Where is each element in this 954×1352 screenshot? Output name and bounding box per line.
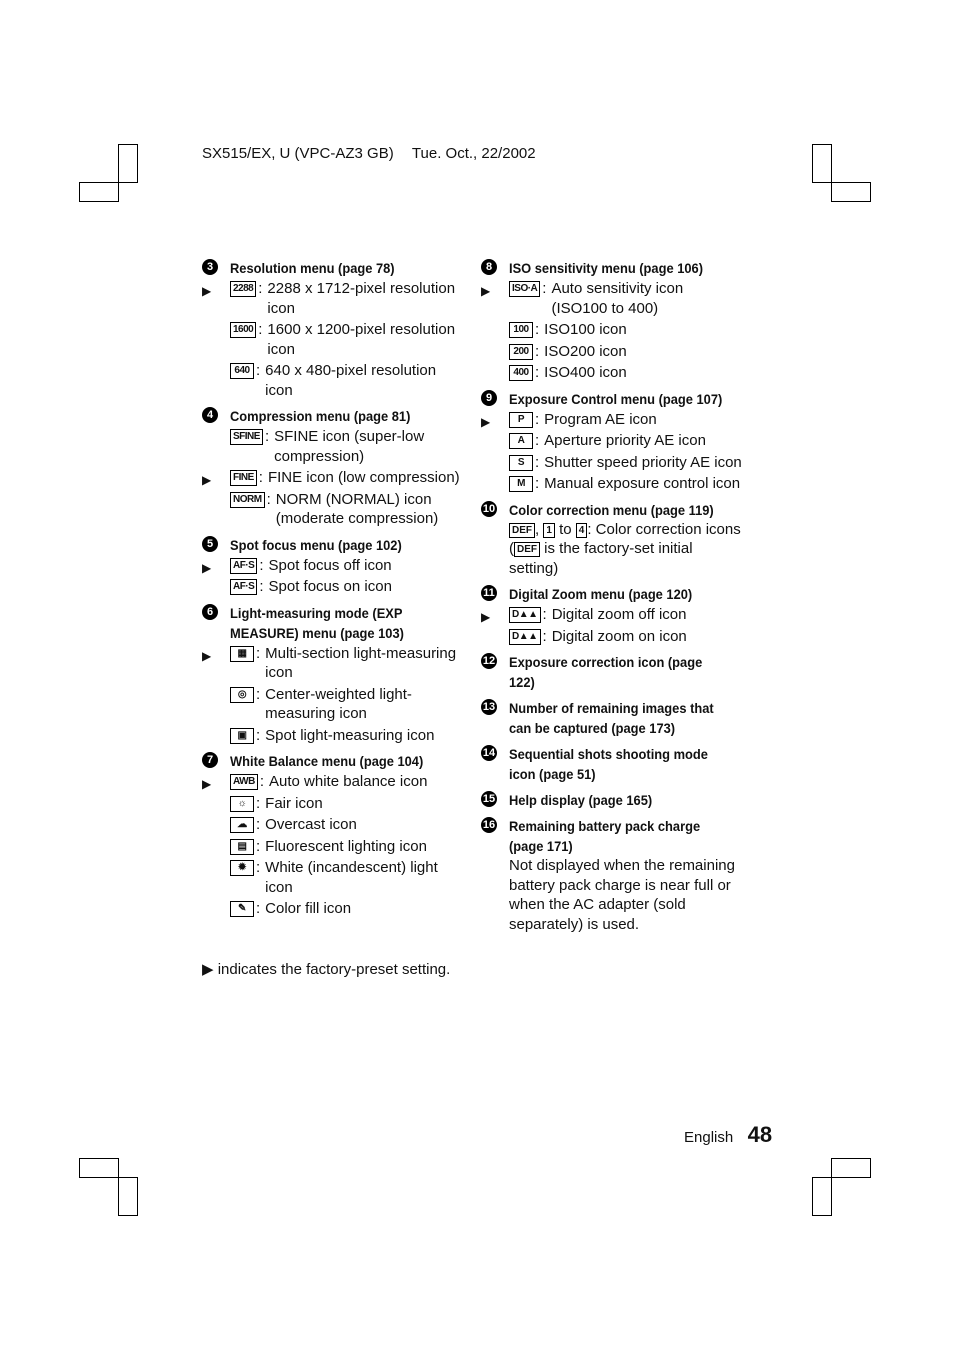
item-description: Center-weighted light-measuring icon: [265, 685, 412, 722]
colon-separator: :: [256, 900, 261, 917]
icon-list-item: [509, 342, 743, 362]
icon-list-item: [509, 363, 743, 383]
icon-list-item: [509, 627, 743, 647]
item-description: 640 x 480-pixel resolution icon: [265, 362, 437, 399]
section-number-badge: 11: [481, 585, 497, 601]
setting-icon: 2288: [230, 281, 256, 297]
factory-preset-marker: ▶: [481, 414, 491, 429]
icon-list-item: [230, 899, 467, 919]
factory-preset-marker: ▶: [202, 648, 212, 663]
setting-icon: 200: [509, 344, 533, 360]
item-description: ISO100 icon: [544, 321, 627, 338]
section-number-badge: 5: [202, 536, 218, 552]
icon-list: [202, 279, 467, 400]
icon-list: [481, 410, 743, 494]
section-number-badge: 6: [202, 604, 218, 620]
section-title: ISO sensitivity menu (page 106): [509, 260, 703, 276]
setting-icon: D▲▲: [509, 607, 541, 623]
section-title: Light-measuring mode (EXP MEASURE) menu (page 103): [230, 604, 404, 641]
menu-section: [481, 652, 743, 692]
section-number-badge: 15: [482, 793, 496, 805]
item-description: Color fill icon: [265, 900, 352, 917]
item-description: Digital zoom on icon: [551, 627, 687, 645]
colon-separator: :: [264, 428, 270, 445]
menu-section: [202, 406, 467, 529]
header-model: SX515/EX, U (VPC-AZ3 GB): [202, 145, 394, 162]
item-description: Spot focus on icon: [268, 578, 392, 595]
left-column: [202, 252, 467, 921]
paren-open: (: [509, 540, 514, 557]
colon-separator: :: [535, 410, 540, 428]
crop-mark-top-right-h: [831, 182, 871, 202]
menu-section: [481, 744, 743, 784]
icon-list-item: [481, 605, 743, 625]
icon-list-item: [509, 431, 743, 451]
section-number-badge: 14: [482, 747, 496, 759]
item-description: 2288 x 1712-pixel resolution icon: [267, 280, 456, 317]
colon-separator: :: [256, 859, 261, 876]
print-header: [202, 145, 536, 162]
item-description: Multi-section light-measuring icon: [265, 644, 457, 681]
item-description: Overcast icon: [265, 816, 357, 833]
setting-icon: 100: [509, 322, 533, 338]
icon-list: [202, 644, 467, 746]
item-description: SFINE icon (super-low compression): [274, 428, 425, 465]
icon-list-item: [481, 279, 743, 318]
item-description: Manual exposure control icon: [544, 475, 741, 492]
menu-section: [481, 698, 743, 738]
icon-list-item: [202, 468, 467, 488]
item-description: Fluorescent lighting icon: [265, 837, 427, 855]
setting-icon: M: [509, 476, 533, 492]
factory-set-desc: is the factory-set initial setting): [509, 540, 693, 577]
color-correction-text: DEF , 1 to 4 : Color correction icons ( DEF is the factory-set initial setting): [509, 520, 741, 577]
icon-list: [481, 279, 743, 383]
setting-icon: 400: [509, 365, 533, 381]
section-number-badge: 4: [202, 407, 218, 423]
section-title: Digital Zoom menu (page 120): [509, 586, 693, 602]
crop-mark-top-right-v: [812, 144, 832, 183]
factory-preset-marker: ▶: [202, 284, 212, 298]
setting-icon: ☁: [230, 817, 254, 833]
colon-separator: :: [258, 321, 263, 338]
item-description: Auto sensitivity icon (ISO100 to 400): [551, 280, 684, 317]
item-description: Auto white balance icon: [269, 773, 428, 790]
right-column: [481, 252, 743, 934]
section-number-badge: 8: [481, 259, 497, 275]
colon-separator: :: [258, 280, 263, 297]
crop-mark-bottom-right-v: [812, 1177, 832, 1216]
section-title: Remaining battery pack charge (page 171): [509, 818, 701, 854]
icon-list-item: [230, 837, 467, 857]
colon-separator: :: [535, 342, 540, 360]
icon-list: [481, 605, 743, 646]
colon-separator: :: [542, 280, 547, 297]
icon-list-item: [509, 453, 743, 473]
icon-list-item: [230, 815, 467, 835]
page-footer: [684, 1122, 772, 1148]
colon-separator: :: [542, 627, 547, 645]
def-icon: DEF: [509, 523, 535, 538]
item-description: FINE icon (low compression): [267, 469, 460, 486]
to-text: to: [559, 520, 572, 538]
section-title: Number of remaining images that can be captured (page 173): [509, 700, 714, 736]
section-title: Color correction menu (page 119): [509, 501, 714, 518]
setting-icon: ◎: [230, 687, 254, 703]
icon-list-item: [202, 772, 467, 792]
setting-icon: AF·S: [230, 579, 257, 595]
footnote: ▶ indicates the factory-preset setting.: [202, 961, 451, 978]
item-description: Fair icon: [265, 794, 323, 812]
section-number-badge: 9: [481, 390, 497, 406]
section-body: Not displayed when the remaining battery pack charge is near full or when the AC adapter (sold separately) is used.: [509, 857, 735, 933]
colon-separator: :: [535, 432, 540, 449]
setting-icon: FINE: [230, 470, 257, 486]
colon-separator: :: [256, 794, 261, 812]
menu-section: [481, 258, 743, 383]
factory-preset-marker: ▶: [481, 610, 491, 624]
colon-separator: :: [542, 606, 547, 623]
item-description: ISO200 icon: [544, 342, 627, 360]
menu-section: [202, 751, 467, 919]
section-number-badge: 7: [202, 752, 218, 768]
setting-icon: ✹: [230, 860, 254, 876]
colon-separator: :: [259, 773, 265, 790]
section-number-badge: 12: [482, 655, 496, 667]
item-description: Shutter speed priority AE icon: [544, 453, 742, 471]
color-correction-desc: : Color correction icons: [587, 520, 741, 538]
setting-icon: ☼: [230, 796, 254, 812]
setting-icon: AWB: [230, 774, 258, 790]
factory-preset-marker: ▶: [481, 284, 491, 298]
crop-mark-top-left-h: [79, 182, 119, 202]
section-title: Compression menu (page 81): [230, 408, 411, 424]
menu-section: [202, 535, 467, 597]
setting-icon: S: [509, 455, 533, 471]
item-description: NORM (NORMAL) icon (moderate compression): [275, 490, 439, 527]
icon-list-item: [230, 490, 467, 529]
item-description: Program AE icon: [544, 410, 657, 428]
menu-section: [202, 603, 467, 746]
setting-icon: A: [509, 433, 533, 449]
setting-icon: NORM: [230, 492, 265, 508]
colon-separator: :: [259, 578, 264, 595]
crop-mark-bottom-left-v: [118, 1177, 138, 1216]
crop-mark-bottom-right-h: [831, 1158, 871, 1178]
setting-icon: D▲▲: [509, 629, 541, 645]
section-title: Sequential shots shooting mode icon (page 51): [509, 746, 708, 782]
setting-icon: ✎: [230, 901, 254, 917]
item-description: Aperture priority AE icon: [544, 432, 706, 449]
colon-separator: :: [256, 837, 261, 855]
icon-list-item: [230, 427, 467, 466]
item-description: 1600 x 1200-pixel resolution icon: [267, 321, 456, 358]
setting-icon: 640: [230, 363, 254, 379]
setting-icon: SFINE: [230, 429, 263, 445]
colon-separator: :: [535, 321, 540, 338]
menu-section: [481, 584, 743, 646]
menu-section: [481, 500, 743, 579]
section-title: Help display (page 165): [509, 792, 653, 808]
icon-list-item: [230, 361, 467, 400]
colon-separator: :: [256, 726, 261, 744]
colon-separator: :: [259, 556, 264, 574]
icon-list-item: [230, 726, 467, 746]
item-description: Spot light-measuring icon: [265, 726, 435, 744]
icon-list-item: [202, 644, 467, 683]
crop-mark-top-left-v: [118, 144, 138, 183]
setting-icon: ISO·A: [509, 281, 540, 297]
item-description: ISO400 icon: [544, 364, 627, 381]
page-number: 48: [747, 1122, 773, 1147]
section-number-badge: 3: [202, 259, 218, 275]
setting-icon: ▤: [230, 839, 254, 855]
factory-preset-marker: ▶: [202, 777, 212, 791]
icon-list-item: [481, 410, 743, 430]
header-date: Tue. Oct., 22/2002: [411, 145, 536, 162]
icon-list-item: [230, 685, 467, 724]
icon-list-item: [230, 858, 467, 897]
setting-icon: ▦: [230, 646, 254, 662]
colon-separator: :: [256, 816, 261, 833]
item-description: White (incandescent) light icon: [265, 859, 438, 896]
colon-separator: :: [256, 685, 261, 703]
factory-preset-marker: ▶: [202, 560, 212, 575]
icon-list-item: [509, 320, 743, 340]
def-icon: DEF: [514, 542, 540, 557]
colon-separator: :: [266, 490, 271, 508]
factory-preset-marker: ▶: [202, 473, 212, 487]
menu-section: [481, 816, 743, 934]
footer-language: English: [684, 1129, 734, 1146]
icon-list: [202, 556, 467, 597]
setting-icon: ▣: [230, 728, 254, 744]
item-description: Spot focus off icon: [268, 556, 392, 574]
section-number-badge: 16: [482, 819, 496, 831]
colon-separator: :: [258, 469, 263, 486]
setting-icon: AF·S: [230, 558, 257, 574]
section-number-badge: 10: [482, 502, 496, 515]
crop-mark-bottom-left-h: [79, 1158, 119, 1178]
icon-list-item: [509, 474, 743, 494]
colon-separator: :: [256, 644, 261, 662]
color-1-icon: 1: [543, 523, 555, 538]
icon-list-item: [202, 556, 467, 576]
section-number-badge: 13: [482, 701, 496, 713]
section-title: Resolution menu (page 78): [230, 260, 395, 276]
colon-separator: :: [535, 364, 540, 381]
setting-icon: P: [509, 412, 533, 428]
icon-list-item: [230, 794, 467, 814]
item-description: Digital zoom off icon: [551, 606, 687, 623]
menu-section: [202, 258, 467, 400]
icon-list: [202, 772, 467, 919]
menu-section: [481, 790, 743, 810]
menu-section: [481, 389, 743, 494]
section-title: Spot focus menu (page 102): [230, 536, 402, 553]
colon-separator: :: [535, 475, 540, 492]
colon-separator: :: [256, 362, 261, 379]
colon-separator: :: [535, 453, 540, 471]
icon-list-item: [230, 577, 467, 597]
icon-list-item: [202, 279, 467, 318]
setting-icon: 1600: [230, 322, 256, 338]
section-title: Exposure correction icon (page 122): [509, 654, 703, 690]
section-title: Exposure Control menu (page 107): [509, 390, 723, 407]
color-4-icon: 4: [576, 523, 588, 538]
icon-list-item: [230, 320, 467, 359]
icon-list: [202, 427, 467, 529]
section-title: White Balance menu (page 104): [230, 753, 424, 769]
